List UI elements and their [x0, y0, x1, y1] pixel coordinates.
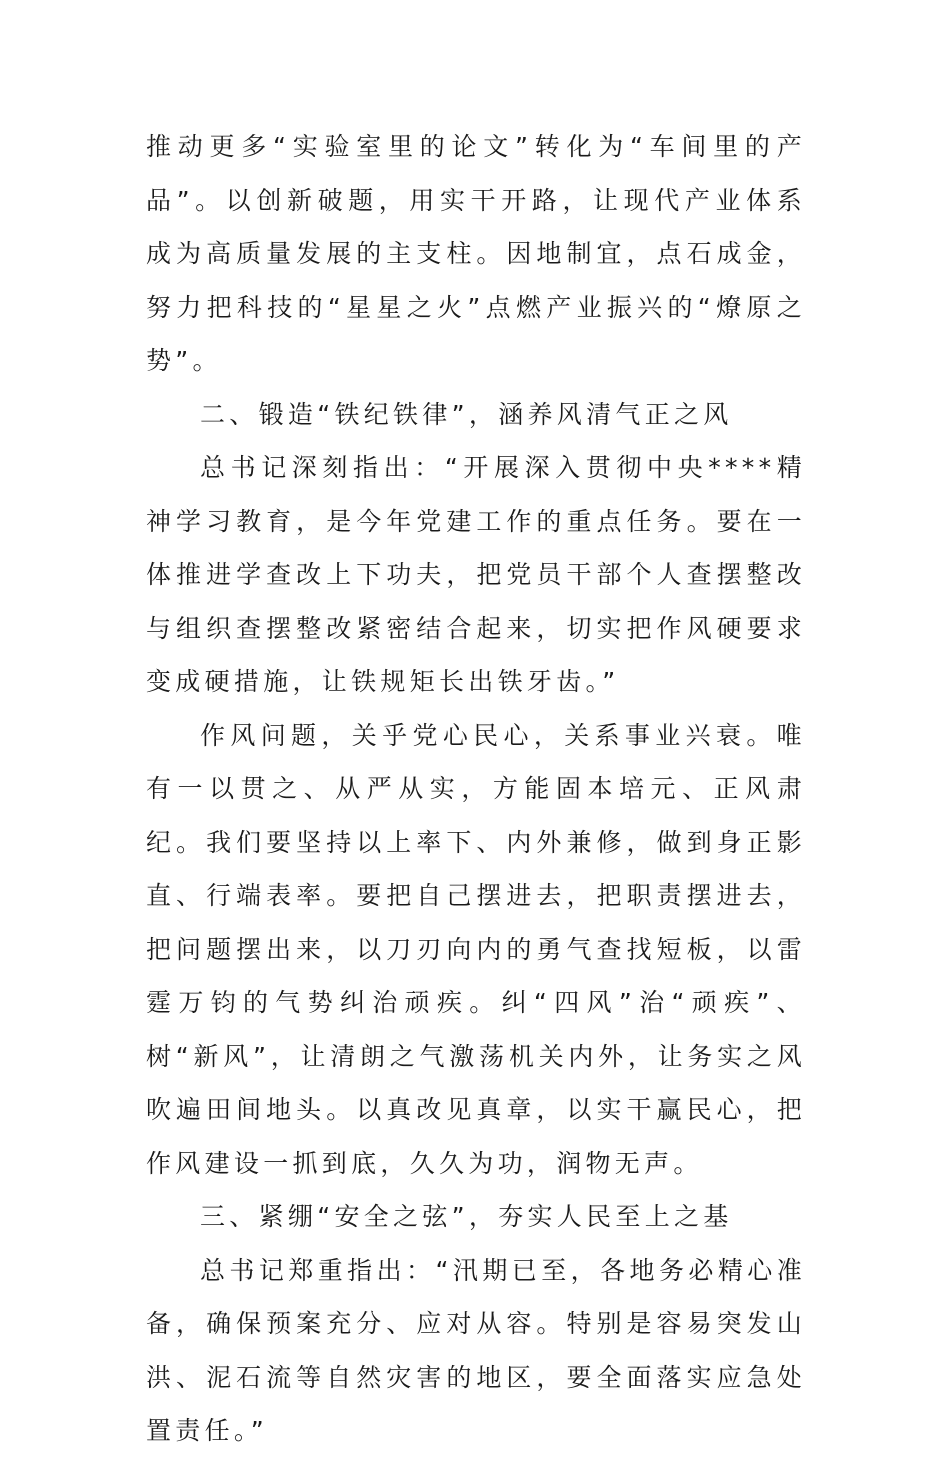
document-body	[146, 120, 806, 1458]
body-paragraph: 总书记深刻指出：“开展深入贯彻中央****精神学习教育，是今年党建工作的重点任务。要在一体推进学查改上下功夫，把党员干部个人查摆整改与组织查摆整改紧密结合起来，切实把作风硬要求变成硬措施，让铁规矩长出铁牙齿。”	[146, 453, 806, 696]
section-heading-2: 二、锻造“铁纪铁律”，涵养风清气正之风	[200, 399, 733, 429]
body-paragraph: 作风问题，关乎党心民心，关系事业兴衰。唯有一以贯之、从严从实，方能固本培元、正风肃纪。我们要坚持以上率下、内外兼修，做到身正影直、行端表率。要把自己摆进去，把职责摆进去，把问题摆出来，以刀刃向内的勇气查找短板，以雷霆万钧的气势纠治顽疾。纠“四风”治“顽疾”、树“新风”，让清朗之气激荡机关内外，让务实之风吹遍田间地头。以真改见真章，以实干赢民心，把作风建设一抓到底，久久为功，润物无声。	[146, 720, 806, 1178]
section-heading-3: 三、紧绷“安全之弦”，夯实人民至上之基	[200, 1202, 733, 1231]
body-paragraph: 总书记郑重指出：“汛期已至，各地务必精心准备，确保预案充分、应对从容。特别是容易突发山洪、泥石流等自然灾害的地区，要全面落实应急处置责任。”	[146, 1255, 806, 1445]
body-paragraph-continued: 推动更多“实验室里的论文”转化为“车间里的产品”。以创新破题，用实干开路，让现代产业体系成为高质量发展的主支柱。因地制宜，点石成金，努力把科技的“星星之火”点燃产业振兴的“燎原之势”。	[146, 132, 806, 375]
